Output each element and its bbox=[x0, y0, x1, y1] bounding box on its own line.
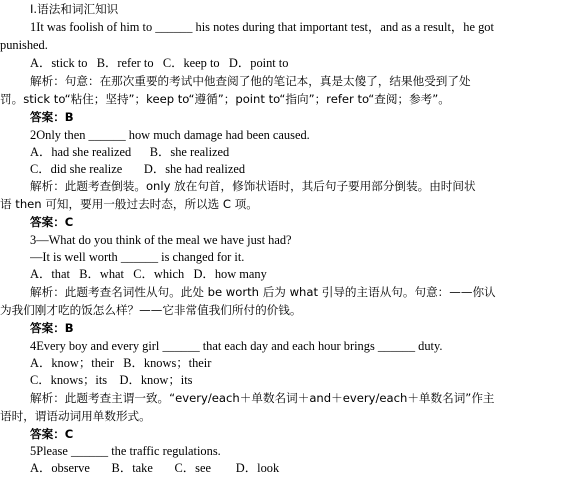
question-4-analysis: 解析：此题考查主谓一致。“every/each＋单数名词＋and＋every/each＋单数名词”作主 bbox=[30, 391, 495, 405]
question-2-analysis-cont: 语 then 可知，要用一般过去时态，所以选 C 项。 bbox=[0, 197, 258, 211]
section-title: Ⅰ.语法和词汇知识 bbox=[30, 2, 119, 16]
question-3-analysis-cont: 为我们刚才吃的饭怎么样？——它非常值我们所付的价钱。 bbox=[0, 303, 302, 317]
question-2-options-1: A．had she realized B．she realized bbox=[30, 145, 230, 159]
question-1-analysis-cont: 罚。stick to“粘住；坚持”；keep to“遵循”；point to“指向”；refer to“查阅；参考”。 bbox=[0, 92, 450, 106]
question-1-analysis: 解析：句意：在那次重要的考试中他查阅了他的笔记本，真是太傻了，结果他受到了处 bbox=[30, 74, 471, 88]
question-1-stem-cont: punished. bbox=[0, 38, 48, 52]
question-4-options-1: A．know；their B．knows；their bbox=[30, 356, 212, 370]
question-4-options-2: C．knows；its D．know；its bbox=[30, 373, 193, 387]
question-3-stem-cont: —It is well worth ______ is changed for it. bbox=[30, 250, 245, 264]
question-4-answer: 答案：C bbox=[30, 427, 74, 441]
question-2-stem: 2Only then ______ how much damage had been caused. bbox=[30, 128, 310, 142]
question-1-options: A．stick to B．refer to C．keep to D．point to bbox=[30, 56, 289, 70]
question-1-answer: 答案：B bbox=[30, 110, 74, 124]
question-3-stem: 3—What do you think of the meal we have just had? bbox=[30, 233, 292, 247]
question-3-analysis: 解析：此题考查名词性从句。此处 be worth 后为 what 引导的主语从句。句意：——你认 bbox=[30, 285, 496, 299]
question-5-stem: 5Please ______ the traffic regulations. bbox=[30, 444, 221, 458]
question-4-analysis-cont: 语时，谓语动词用单数形式。 bbox=[0, 409, 151, 423]
question-4-stem: 4Every boy and every girl ______ that each day and each hour brings ______ duty. bbox=[30, 339, 443, 353]
question-2-answer: 答案：C bbox=[30, 215, 74, 229]
question-3-options: A．that B．what C．which D．how many bbox=[30, 267, 267, 281]
question-5-options: A．observe B．take C．see D．look bbox=[30, 461, 280, 475]
question-1-stem: 1It was foolish of him to ______ his notes during that important test，and as a result，he got bbox=[30, 20, 494, 34]
question-3-answer: 答案：B bbox=[30, 321, 74, 335]
question-2-analysis: 解析：此题考查倒装。only 放在句首，修饰状语时，其后句子要用部分倒装。由时间状 bbox=[30, 179, 476, 193]
question-2-options-2: C．did she realize D．she had realized bbox=[30, 162, 246, 176]
